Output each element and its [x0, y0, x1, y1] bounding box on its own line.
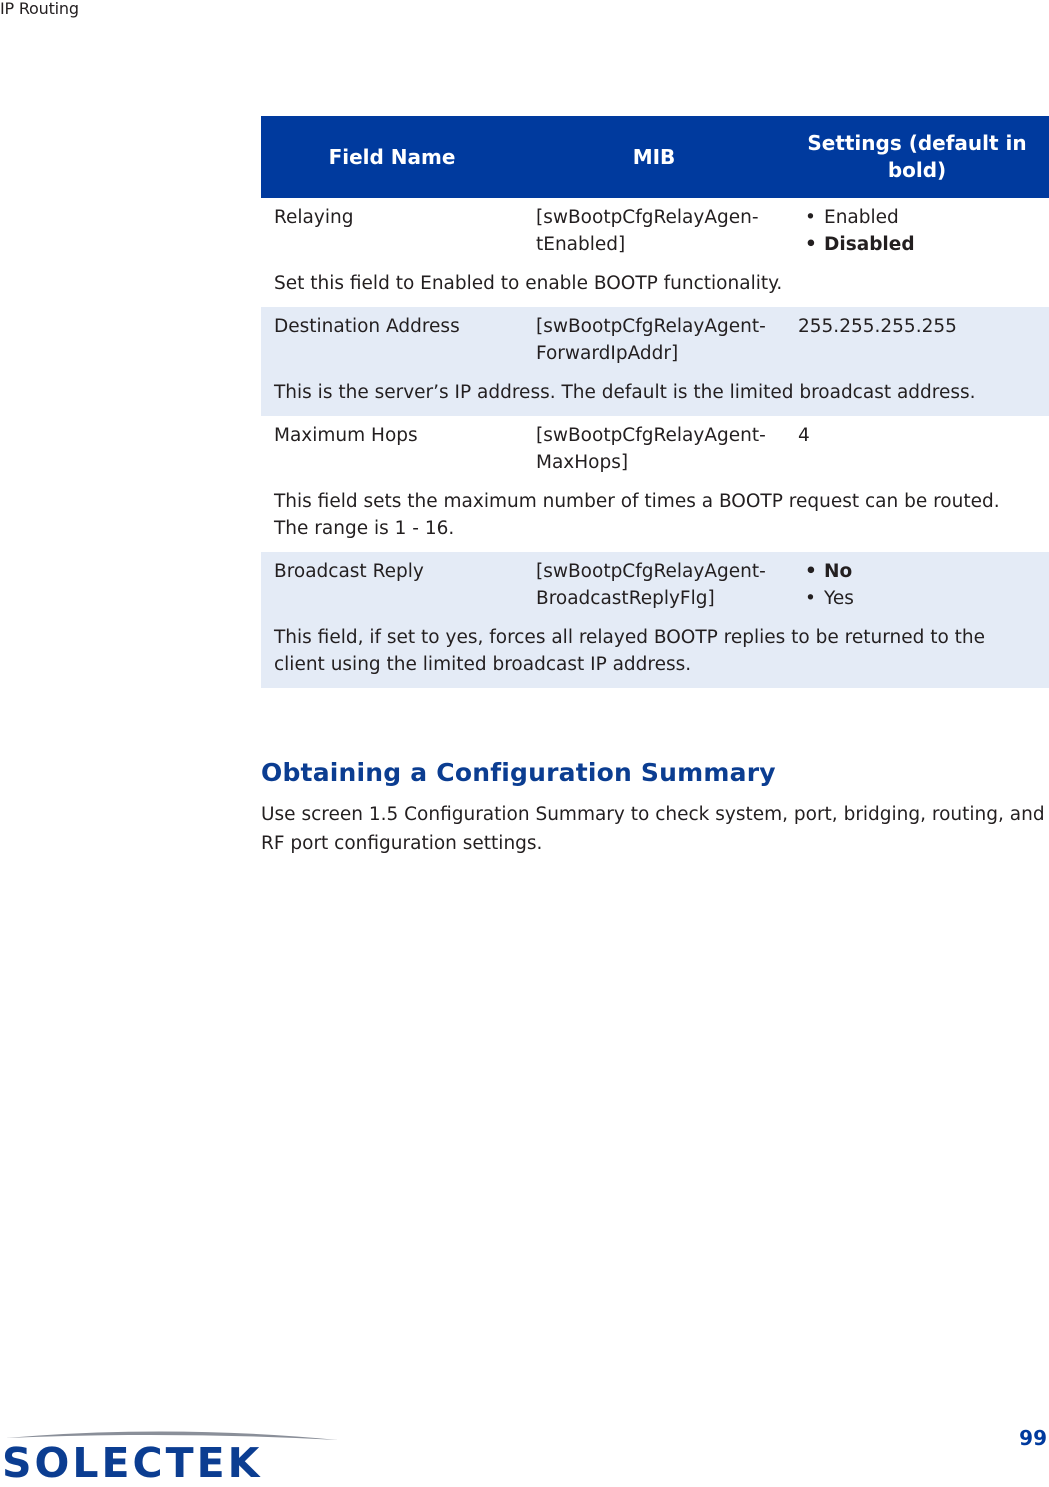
mib-line: [swBootpCfgRelayAgen-: [536, 207, 759, 228]
mib-line: MaxHops]: [536, 452, 629, 473]
mib-line: [swBootpCfgRelayAgent-: [536, 425, 766, 446]
mib-cell: [523, 558, 785, 612]
column-header-settings: Settings (default in bold): [807, 131, 1027, 182]
setting-option-default: • No: [798, 558, 1049, 585]
field-name-cell: Broadcast Reply: [274, 561, 424, 582]
mib-line: BroadcastReplyFlg]: [536, 588, 715, 609]
setting-option: • Enabled: [798, 204, 1049, 231]
mib-line: [swBootpCfgRelayAgent-: [536, 316, 766, 337]
settings-cell: 255.255.255.255: [798, 316, 957, 337]
mib-line: ForwardIpAddr]: [536, 343, 679, 364]
settings-list: [798, 204, 1049, 258]
mib-cell: [523, 204, 785, 258]
table-row: [261, 198, 1049, 307]
mib-cell: [523, 313, 785, 367]
logo-wordmark: SOLECTEK: [2, 1439, 263, 1487]
page-number: 99: [1019, 1426, 1047, 1450]
table-row: [261, 416, 1049, 552]
column-header-field-name: Field Name: [328, 145, 456, 169]
field-name-cell: Destination Address: [274, 316, 460, 337]
field-name-cell: Relaying: [274, 207, 354, 228]
setting-option: • Yes: [798, 585, 1049, 612]
settings-list: [798, 558, 1049, 612]
mib-line: tEnabled]: [536, 234, 626, 255]
column-header-mib: MIB: [632, 145, 676, 169]
field-description: Set this field to Enabled to enable BOOTP functionality.: [274, 273, 783, 294]
mib-cell: [523, 422, 785, 476]
section-heading: Obtaining a Configuration Summary: [261, 758, 776, 787]
table-row: [261, 307, 1049, 416]
table-row: [261, 552, 1049, 688]
table-header-row: [261, 116, 1049, 198]
field-description: This field, if set to yes, forces all relayed BOOTP replies to be returned to the client using the limited broadcast IP address.: [274, 627, 986, 675]
setting-option-default: • Disabled: [798, 231, 1049, 258]
mib-line: [swBootpCfgRelayAgent-: [536, 561, 766, 582]
field-table: [261, 116, 1049, 688]
settings-cell: [785, 204, 1049, 258]
settings-cell: [785, 558, 1049, 612]
field-description: This field sets the maximum number of times a BOOTP request can be routed. The range is 1 - 16.: [274, 491, 1000, 539]
field-name-cell: Maximum Hops: [274, 425, 418, 446]
settings-cell: 4: [798, 425, 810, 446]
section-body: Use screen 1.5 Configuration Summary to check system, port, bridging, routing, and RF port configuration settings.: [261, 804, 1045, 854]
field-description: This is the server’s IP address. The default is the limited broadcast address.: [274, 382, 976, 403]
running-header: IP Routing: [0, 0, 79, 18]
